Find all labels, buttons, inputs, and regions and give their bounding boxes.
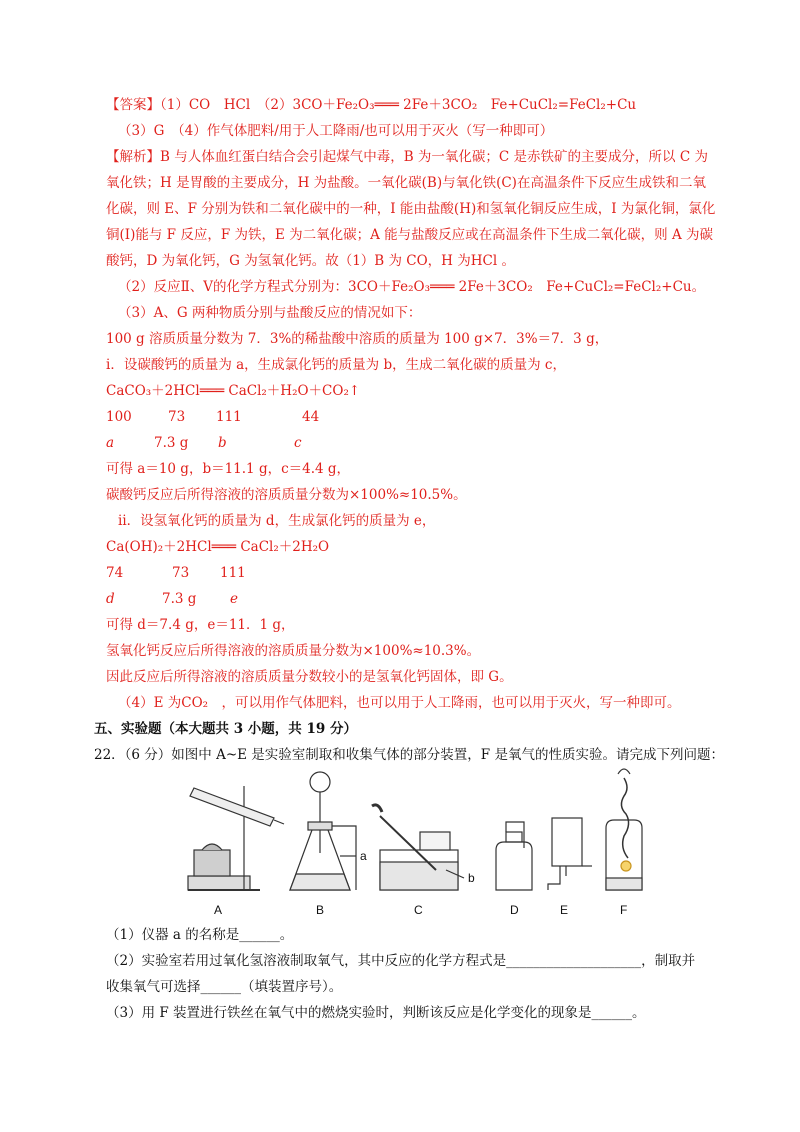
eq2-mass-hcl: 73 bbox=[172, 565, 190, 581]
analysis-line-5: 酸钙，D 为氧化钙，G 为氢氧化钙。故（1）B 为 CO，H 为HCl 。 bbox=[106, 253, 515, 269]
analysis-line-3: 化碳，则 E、F 分别为铁和二氧化碳中的一种，I 能由盐酸(H)和氢氧化铜反应生成，I 为氯化铜，氯化 bbox=[106, 201, 716, 217]
section-heading: 五、实验题（本大题共 3 小题，共 19 分） bbox=[94, 721, 357, 737]
question-22-part-1: （1）仪器 a 的名称是______。 bbox=[106, 927, 294, 943]
eq2-mass-cacl2: 111 bbox=[220, 565, 246, 581]
analysis-line-13: 可得 d＝7.4 g，e＝11．1 g， bbox=[106, 617, 295, 633]
apparatus-f bbox=[606, 769, 642, 890]
eq2-var-e: e bbox=[230, 591, 238, 607]
analysis-line-8: 100 g 溶质质量分数为 7．3%的稀盐酸中溶质的质量为 100 g×7．3%＝7．3 g， bbox=[106, 331, 609, 347]
eq1-var-b: b bbox=[218, 435, 227, 451]
apparatus-b bbox=[290, 772, 356, 890]
equation-2-masses bbox=[106, 562, 406, 584]
question-22-part-2b: 收集氧气可选择______（填装置序号）。 bbox=[106, 979, 343, 995]
analysis-line-9: ⅰ．设碳酸钙的质量为 a，生成氯化钙的质量为 b，生成二氧化碳的质量为 c， bbox=[106, 357, 566, 373]
apparatus-c bbox=[372, 805, 464, 890]
analysis-line-16: （4）E 为CO₂ ，可以用作气体肥料，也可以用于人工降雨，也可以用于灭火，写一种即可。 bbox=[118, 695, 681, 711]
eq1-var-hcl-mass: 7.3 g bbox=[154, 435, 189, 451]
question-22-part-3: （3）用 F 装置进行铁丝在氧气中的燃烧实验时，判断该反应是化学变化的现象是______。 bbox=[106, 1005, 646, 1021]
equation-2: Ca(OH)₂＋2HCl═══ CaCl₂＋2H₂O bbox=[106, 539, 330, 555]
equation-1-masses bbox=[106, 406, 406, 428]
analysis-line-11: 碳酸钙反应后所得溶液的溶质质量分数为×100%≈10.5%。 bbox=[106, 487, 467, 503]
analysis-line-14: 氢氧化钙反应后所得溶液的溶质质量分数为×100%≈10.3%。 bbox=[106, 643, 481, 659]
analysis-line-7: （3）A、G 两种物质分别与盐酸反应的情况如下： bbox=[118, 305, 422, 321]
eq1-mass-hcl: 73 bbox=[168, 409, 186, 425]
eq1-var-a: a bbox=[106, 435, 115, 451]
figure-label-d: D bbox=[510, 903, 519, 917]
eq2-var-hcl-mass: 7.3 g bbox=[162, 591, 197, 607]
figure-label-c: C bbox=[414, 903, 423, 917]
equation-1: CaCO₃＋2HCl═══ CaCl₂＋H₂O＋CO₂↑ bbox=[106, 383, 361, 399]
figure-label-f: F bbox=[620, 903, 628, 917]
eq2-mass-caoh2: 74 bbox=[106, 565, 124, 581]
eq2-var-d: d bbox=[106, 591, 115, 607]
answer-line-1: 【答案】（1）CO HCl （2）3CO＋Fe₂O₃═══ 2Fe＋3CO₂ Fe+CuCl₂=FeCl₂+Cu bbox=[106, 97, 637, 113]
analysis-line-2: 氧化铁；H 是胃酸的主要成分，H 为盐酸。一氧化碳(B)与氧化铁(C)在高温条件下反应生成铁和二氧 bbox=[106, 175, 706, 191]
analysis-line-1: 【解析】B 与人体血红蛋白结合会引起煤气中毒，B 为一氧化碳；C 是赤铁矿的主要成分，所以 C 为 bbox=[106, 149, 708, 165]
eq1-mass-caco3: 100 bbox=[106, 409, 132, 425]
analysis-line-4: 铜(I)能与 F 反应，F 为铁，E 为二氧化碳；A 能与盐酸反应或在高温条件下生成二氧化碳，则 A 为碳 bbox=[106, 227, 713, 243]
analysis-line-10: 可得 a＝10 g，b＝11.1 g，c＝4.4 g， bbox=[106, 461, 351, 477]
equation-1-vars bbox=[106, 432, 406, 454]
apparatus-e bbox=[548, 818, 592, 890]
figure-label-a: A bbox=[214, 903, 223, 917]
figure-annotation-a: a bbox=[360, 849, 367, 863]
analysis-line-6: （2）反应Ⅱ、Ⅴ的化学方程式分别为：3CO＋Fe₂O₃═══ 2Fe＋3CO₂ Fe+CuCl₂=FeCl₂+Cu。 bbox=[118, 279, 706, 295]
figure-label-b: B bbox=[316, 903, 325, 917]
eq1-var-c: c bbox=[294, 435, 302, 451]
apparatus-a bbox=[188, 786, 284, 890]
eq1-mass-cacl2: 111 bbox=[216, 409, 242, 425]
apparatus-figure bbox=[180, 758, 660, 920]
analysis-line-12: ⅱ．设氢氧化钙的质量为 d，生成氯化钙的质量为 e， bbox=[118, 513, 436, 529]
equation-2-vars bbox=[106, 588, 406, 610]
apparatus-d bbox=[496, 822, 532, 890]
analysis-line-15: 因此反应后所得溶液的溶质质量分数较小的是氢氧化钙固体，即 G。 bbox=[106, 669, 513, 685]
figure-label-e: E bbox=[560, 903, 569, 917]
answer-line-2: （3）G （4）作气体肥料/用于人工降雨/也可以用于灭火（写一种即可） bbox=[118, 123, 554, 139]
question-22-stem: 22．（6 分）如图中 A~E 是实验室制取和收集气体的部分装置，F 是氧气的性质实验。请完成下列问题： bbox=[94, 747, 724, 763]
figure-annotation-b: b bbox=[468, 871, 475, 885]
question-22-part-2a: （2）实验室若用过氧化氢溶液制取氧气，其中反应的化学方程式是____________________，制取并 bbox=[106, 953, 696, 969]
eq1-mass-co2: 44 bbox=[302, 409, 320, 425]
